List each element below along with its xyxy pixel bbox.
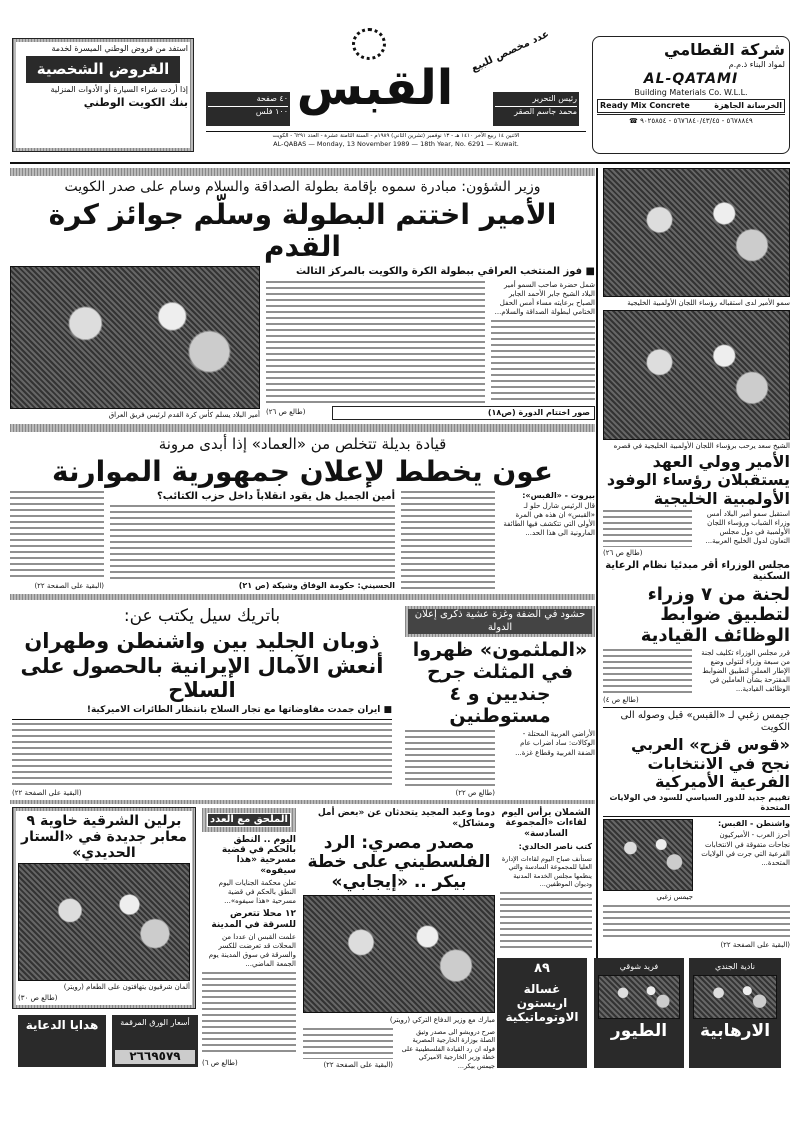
right-caption-1: سمو الأمير لدى استقباله رؤساء اللجان الأولمبية الخليجية — [627, 299, 790, 308]
berlin-more: (طالع ص ٣٠) — [18, 993, 58, 1002]
supplement-label: الملحق مع العدد — [207, 813, 291, 827]
top-headline: الأمير اختتم البطولة وسلّم جوائز كرة القدم — [48, 197, 557, 263]
palestine-headline: «الملثمون» ظهروا في المثلث جرح جنديين و ٤ مستوطنين — [412, 639, 588, 727]
ad-film-irhabiya-sub: نادية الجندي — [715, 962, 755, 971]
story3-more: (البقية على الصفحة ٢٢) — [720, 940, 790, 949]
supplement-more: (طالع ص ٦) — [202, 1058, 238, 1067]
top-story — [10, 168, 595, 420]
column-divider — [596, 168, 598, 1048]
ad-promo-gifts — [18, 1015, 106, 1067]
supplement-column — [202, 808, 296, 1068]
top-subhead: ■ فوز المنتخب العراقي ببطولة الكرة والكويت بالمركز الثالث — [295, 266, 595, 278]
ad-nbk-title: القروض الشخصية — [26, 56, 180, 83]
story1-lead: استقبل سمو أمير البلاد أمس وزراء الشباب ورؤساء اللجان الأولمبية في دول مجلس التعاون لدول الخليج العربية... — [705, 510, 790, 546]
ad-promo-gifts-title: هدايا الدعاية — [25, 1018, 99, 1032]
berlin-photo — [18, 863, 190, 981]
ad-ariston-price: ٨٩ — [534, 961, 550, 976]
supplement-lead: تعلن محكمة الجنايات اليوم النطق بالحكم في قضية مسرحية «هذا سيفوه»... — [218, 878, 296, 906]
story3-body-text — [603, 905, 790, 939]
iran-body-text — [12, 723, 392, 786]
iran-more: (البقية على الصفحة ٢٢) — [12, 788, 82, 797]
ad-paper — [112, 1015, 198, 1067]
egypt-lead: صرح درويشو الى مصدر وثيق الصلة بوزارة الخارجية المصرية قوله ان رد القيادة الفلسطينية على خطة وزير الخارجية الاميركي جيمس بيكر... — [401, 1027, 495, 1070]
editor-title: رئيس التحرير — [532, 94, 577, 103]
top-lead: شمل حضرة صاحب السمو أمير البلاد الشيخ جابر الأحمد الجابر الصباح برعايته مساء أمس الحفل الختامي لبطولة الصداقة والسلام... — [494, 281, 595, 317]
palestine-more: (طالع ص ٢٢) — [455, 788, 495, 797]
lebanon-headline: عون يخطط لإعلان جمهورية الموارنة — [52, 455, 553, 488]
shamlan-headline: الشملان يرأس اليوم لقاءات «المجموعة السادسة» — [501, 808, 591, 839]
pages-value: ٤٠ — [279, 94, 288, 103]
band — [10, 168, 595, 176]
ad-film-irhabiya — [689, 958, 781, 1068]
palestine-body-text — [405, 730, 495, 787]
story1-body-text — [603, 510, 692, 546]
newspaper-logo: القبس — [296, 60, 454, 116]
supplement-box — [202, 808, 296, 832]
iran-headline: ذوبان الجليد بين واشنطن وطهران أنعش الآمال الإيرانية بالحصول على السلاح — [20, 629, 384, 702]
lebanon-body-text — [401, 491, 495, 591]
palestine-lead: الأراضي العربية المحتلة - الوكالات: ساد اضراب عام الضفة الغربية وقطاع غزة... — [515, 730, 595, 757]
band — [10, 424, 595, 432]
ad-film-altuyour — [594, 958, 684, 1068]
top-photo-caption: أمير البلاد يسلم كأس كرة القدم لرئيس فريق العراق — [108, 410, 260, 419]
date-en: AL-QABAS — Monday, 13 November 1989 — 18th Year, No. 6291 — Kuwait. — [273, 139, 519, 148]
lebanon-dateline: بيروت - «القبس»: — [522, 491, 595, 501]
egypt-photo — [303, 895, 495, 1013]
lebanon-kicker: قيادة بديلة تتخلص من «العماد» إذا أبدى مرونة — [158, 435, 447, 453]
iran-subhead: ■ ايران جمدت مفاوضاتها مع تجار السلاح بانتظار الطائرات الاميركية! — [12, 705, 392, 720]
story2-kicker: مجلس الوزراء أقر مبدئيا نظام الرعاية السكنية — [605, 559, 790, 583]
ad-nbk-bank: بنك الكويت الوطني — [83, 96, 188, 110]
ad-al-qatami — [592, 36, 790, 154]
zoghby-caption: جيمس زغبي — [656, 893, 693, 902]
sun-emblem-icon — [352, 28, 386, 60]
price-value: ١٠٠ — [275, 107, 288, 116]
divider — [603, 707, 790, 708]
not-for-sale-stamp: عدد مخصص للبيع — [469, 28, 551, 75]
story2-body-text — [603, 649, 692, 694]
zoghby-photo — [603, 819, 693, 891]
ad-qatami-phones: ☎ ٥٦٧٨٨٤٩ - ٥٦٧٦٨٤٠/٤٣/٤٥ - ٩٠٢٥٨٥٤ — [597, 114, 785, 126]
ad-ariston — [497, 958, 587, 1068]
shamlan-story — [500, 808, 592, 952]
date-ar: الاثنين ١٤ ربيع الآخر ١٤١٠ هـ - ١٣ نوفمبر (تشرين الثاني) ١٩٨٩م - السنة الثامنة عشرة - العدد ٦٢٩١ - الكويت — [272, 133, 520, 139]
supplement-lead2: علمت القبس ان عددا من المحلات قد تعرضت للكسر والسرقة في سوق المدينة يوم الجمعة الماضي... — [208, 932, 296, 969]
editor-name: محمد جاسم الصقر — [495, 106, 577, 117]
berlin-box — [12, 807, 196, 1009]
iran-kicker: باتريك سيل يكتب عن: — [123, 606, 281, 626]
top-body-text — [266, 281, 485, 402]
ad-qatami-sub-ar: لمواد البناء ذ.م.م — [728, 60, 785, 70]
story3-dateline: واشنطن - القبس: — [717, 819, 790, 829]
egypt-kicker: دوما وعبد المجيد يتحدثان عن «بعض أمل ومشاكل» — [317, 808, 495, 830]
pages-label: صفحة — [256, 94, 277, 103]
story2-headline: لجنة من ٧ وزراء لتطبيق ضوابط الوظائف القيادية — [640, 583, 790, 646]
ad-qatami-sub-en: Building Materials Co. W.L.L. — [634, 88, 748, 98]
lebanon-story — [10, 424, 595, 600]
ad-nbk-top: استفد من قروض الوطني الميسرة لخدمة — [51, 44, 188, 53]
lebanon-body-text — [10, 491, 104, 580]
editor-box — [493, 92, 579, 126]
palestine-kicker-box — [405, 606, 595, 637]
ad-qatami-product-ar: الخرسانة الجاهزة — [714, 101, 782, 111]
band — [10, 800, 595, 804]
palestine-story — [405, 606, 595, 798]
ad-film-altuyour-sub: فريد شوقي — [619, 962, 659, 971]
film-poster-image — [693, 975, 777, 1019]
right-photo-1 — [603, 168, 790, 297]
supplement-headline2: ١٢ محلا تتعرض للسرقة في المدينة — [211, 909, 296, 930]
ad-qatami-product-en: Ready Mix Concrete — [600, 101, 690, 111]
ad-film-altuyour-title: الطيور — [610, 1021, 668, 1041]
egypt-story — [303, 808, 495, 1070]
shamlan-body-text — [500, 892, 592, 952]
right-photo-2 — [603, 310, 790, 439]
top-photos-ref: صور اختتام الدورة (ص١٨) — [332, 406, 595, 420]
story3-kicker: جيمس زغبي لـ «القبس» قبل وصوله الى الكويت — [620, 710, 790, 734]
lebanon-subhead: أمين الجميل هل يقود انقلاباً داخل حزب الكتائب؟ — [156, 491, 395, 503]
lebanon-lead: قال الرئيس شارل حلو لـ «القبس» ان هذه هي المرة الأولى التي تتكشف فيها الطائفة المارونية الى هذا الحد... — [503, 502, 595, 538]
iran-story — [12, 606, 392, 798]
story3-lead: أحرز العرب - الأميركيون نجاحات متفوقة في الانتخابات الفرعية التي جرت في الولايات المتحدة... — [701, 831, 790, 867]
ad-paper-title: أسعار الورق المرقمة — [120, 1018, 190, 1027]
price-box — [206, 92, 290, 126]
story2-lead: قرر مجلس الوزراء تكليف لجنة من سبعة وزراء لتتولى وضع الإطار العملي لتطبيق الضوابط المقترحة بشأن العاملين في الوظائف القيادية... — [701, 648, 790, 694]
ad-nbk-sub: إذا أردت شراء السيارة أو الأدوات المنزلية — [50, 85, 188, 95]
egypt-more: (البقية على الصفحة ٢٢) — [323, 1060, 393, 1069]
story3-headline: «قوس قزح» العربي نجح في الانتخابات الفرعية الأميركية — [630, 735, 790, 792]
egypt-headline: مصدر مصري: الرد الفلسطيني على خطة بيكر .. «إيجابي» — [307, 832, 491, 892]
ad-film-irhabiya-title: الارهابية — [699, 1021, 771, 1041]
top-body-text — [491, 320, 595, 403]
dateline — [206, 131, 586, 148]
lebanon-more: (البقية على الصفحة ٢٢) — [34, 581, 104, 590]
right-caption-2: الشيخ سعد يرحب برؤساء اللجان الأولمبية الخليجية في قصره — [613, 441, 790, 450]
supplement-headline: اليوم .. النطق بالحكم في قضية مسرحية «هذا سيفوه» — [221, 834, 296, 876]
ad-paper-phone: ٢٦٦٩٥٧٩ — [115, 1050, 195, 1064]
story3-subhead: تقييم جديد للدور السياسي للسود في الولايات المتحدة — [603, 793, 790, 817]
top-more: (طالع ص ٢٦) — [266, 408, 306, 417]
egypt-caption: مبارك مع وزير الدفاع التركي (رويتر) — [389, 1015, 495, 1024]
berlin-headline: برلين الشرقية خاوية ٩ معابر جديدة في «الستار الحديدي» — [21, 813, 187, 862]
ad-qatami-company-ar: شركة القطامي — [664, 40, 785, 59]
story1-more: (طالع ص ٢٦) — [603, 548, 643, 557]
ad-nbk-loans — [12, 38, 194, 152]
shamlan-byline: كتب ناصر الخالدي: — [518, 842, 592, 852]
egypt-body-text — [303, 1028, 393, 1059]
film-poster-image — [598, 975, 680, 1019]
ad-qatami-company-en: AL-QATAMI — [643, 71, 739, 88]
palestine-kicker: حشود في الضفة وغزة عشية ذكرى إعلان الدولة — [408, 609, 592, 634]
shamlan-lead: تستأنف صباح اليوم لقاءات الإدارة العليا للمجموعة السادسة والتي ينظمها مجلس الخدمة المدنية وديوان الموظفين... — [501, 855, 592, 889]
top-kicker: وزير الشؤون: مبادرة سموه بإقامة بطولة الصداقة والسلام وسام على صدر الكويت — [64, 179, 541, 195]
berlin-caption: ألمان شرقيون يتهافتون على الطعام (رويتر) — [63, 982, 190, 991]
story2-more: (طالع ص ٤) — [603, 696, 639, 705]
lebanon-body-text — [110, 505, 395, 579]
ad-ariston-title: غسالة اريستون الاوتوماتيكية — [505, 981, 579, 1024]
lebanon-related: الحسيني: حكومة الوفاق وشيكة (ص ٢١) — [238, 581, 395, 590]
supplement-body-text — [202, 972, 296, 1056]
band — [10, 594, 595, 600]
top-photo — [10, 266, 260, 409]
story1-headline: الأمير وولي العهد يستقبلان رؤساء الوفود الأولمبية الخليجية — [606, 451, 790, 508]
right-column — [603, 168, 790, 950]
price-label: فلس — [255, 107, 273, 116]
masthead-rule — [10, 162, 790, 164]
